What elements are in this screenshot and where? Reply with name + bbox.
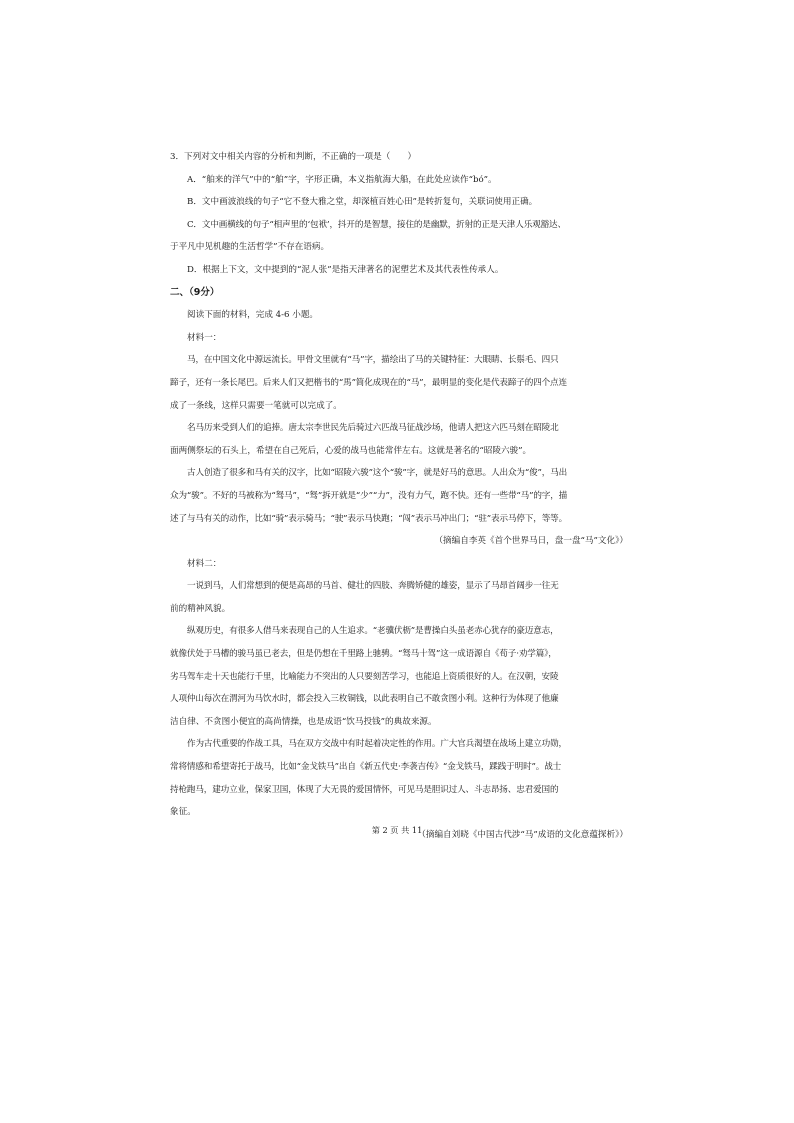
source-citation: （摘编自李英《首个世界马日，盘一盘“马”文化》） xyxy=(434,536,628,547)
material-label: 材料一： xyxy=(187,332,222,343)
text-line: 劣马驾车走十天也能行千里，比喻能力不突出的人只要刻苦学习，也能追上资质很好的人。在汉朝，安陵 xyxy=(170,671,559,682)
material-label: 材料二： xyxy=(187,558,222,569)
text-line: 名马历来受到人们的追捧。唐太宗李世民先后骑过六匹战马征战沙场，他请人把这六匹马刻在昭陵北 xyxy=(187,423,559,434)
text-line: 作为古代重要的作战工具，马在双方交战中有时起着决定性的作用。广大官兵渴望在战场上建立功勋， xyxy=(187,739,567,750)
text-line: 常将情感和希望寄托于战马，比如“金戈铁马”出自《新五代史·李袭吉传》“金戈铁马，蹂践于明时”。战士 xyxy=(170,762,562,773)
text-line: A．“舶来的洋气”中的“舶”字，字形正确，本义指航海大船，在此处应读作“bó”。 xyxy=(187,174,497,185)
text-line: 马，在中国文化中源远流长。甲骨文里就有“马”字，描绘出了马的关键特征：大眼睛、长鬃毛、四只 xyxy=(187,355,559,366)
page-body xyxy=(170,146,628,846)
text-line: 于平凡中见机趣的生活哲学”不存在语病。 xyxy=(170,242,330,253)
source-citation: （摘编自刘晓《中国古代涉“马”成语的文化意蕴探析》） xyxy=(417,829,628,840)
text-line: 前的精神风貌。 xyxy=(170,603,231,614)
text-line: 阅读下面的材料，完成 4-6 小题。 xyxy=(187,310,319,321)
page-footer: 第 2 页 共 11 xyxy=(371,825,423,835)
text-line: 成了一条线，这样只需要一笔就可以完成了。 xyxy=(170,400,342,411)
text-line: 古人创造了很多和马有关的汉字，比如“昭陵六骏”这个“骏”字，就是好马的意思。人出众为“俊”，马出 xyxy=(187,468,568,479)
text-line: 众为“骏”。不好的马被称为“驽马”，“驽”拆开就是“少”“力”，没有力气，跑不快。还有一些带“马”的字，描 xyxy=(170,490,568,501)
section-heading: 二、（9分） xyxy=(170,286,220,298)
text-line: B．文中画波浪线的句子“它不登大雅之堂，却深植百姓心田”是转折复句，关联词使用正确。 xyxy=(187,197,538,208)
text-line: 人项仲山每次在渭河为马饮水时，都会投入三枚铜钱，以此表明自己不敢贪图小利。这种行为体现了他廉 xyxy=(170,694,559,705)
text-line: 洁自律、不贪图小便宜的高尚情操，也是成语“饮马投钱”的典故来源。 xyxy=(170,716,437,727)
text-line: 就像伏处于马槽的骏马虽已老去，但是仍想在千里路上驰骋。“驽马十驾”这一成语源自《荀子·劝学篇》， xyxy=(170,649,557,660)
text-line: 述了与马有关的动作，比如“骑”表示骑马；“驶”表示马快跑；“闯”表示马冲出门；“驻”表示马停下，等等。 xyxy=(170,513,568,524)
text-line: 象征。 xyxy=(170,807,196,818)
text-line: 一说到马，人们常想到的便是高昂的马首、健壮的四肢、奔腾矫健的雄姿，显示了马昂首阔步一往无 xyxy=(187,581,559,592)
text-line: C．文中画横线的句子“相声里的‘包袱’，抖开的是智慧，接住的是幽默，折射的正是天津人乐观豁达、 xyxy=(187,219,566,230)
text-line: 面两侧祭坛的石头上，希望在自己死后，心爱的战马也能常伴左右。这就是著名的“昭陵六骏”。 xyxy=(170,445,532,456)
text-line: D．根据上下文，文中提到的“泥人张”是指天津著名的泥塑艺术及其代表性传承人。 xyxy=(187,264,504,275)
text-line: 蹄子，还有一条长尾巴。后来人们又把楷书的“馬”简化成现在的“马”，最明显的变化是代表蹄子的四个点连 xyxy=(170,377,567,388)
text-line: 持枪跑马，建功立业，保家卫国，体现了大无畏的爱国情怀，可见马是胆识过人、斗志昂扬、忠君爱国的 xyxy=(170,784,559,795)
text-line: 3．下列对文中相关内容的分析和判断，不正确的一项是（ ） xyxy=(170,152,417,162)
text-line: 纵观历史，有很多人借马来表现自己的人生追求。“老骥伏枥”是曹操白头虽老赤心犹存的豪迈意志， xyxy=(187,626,559,637)
